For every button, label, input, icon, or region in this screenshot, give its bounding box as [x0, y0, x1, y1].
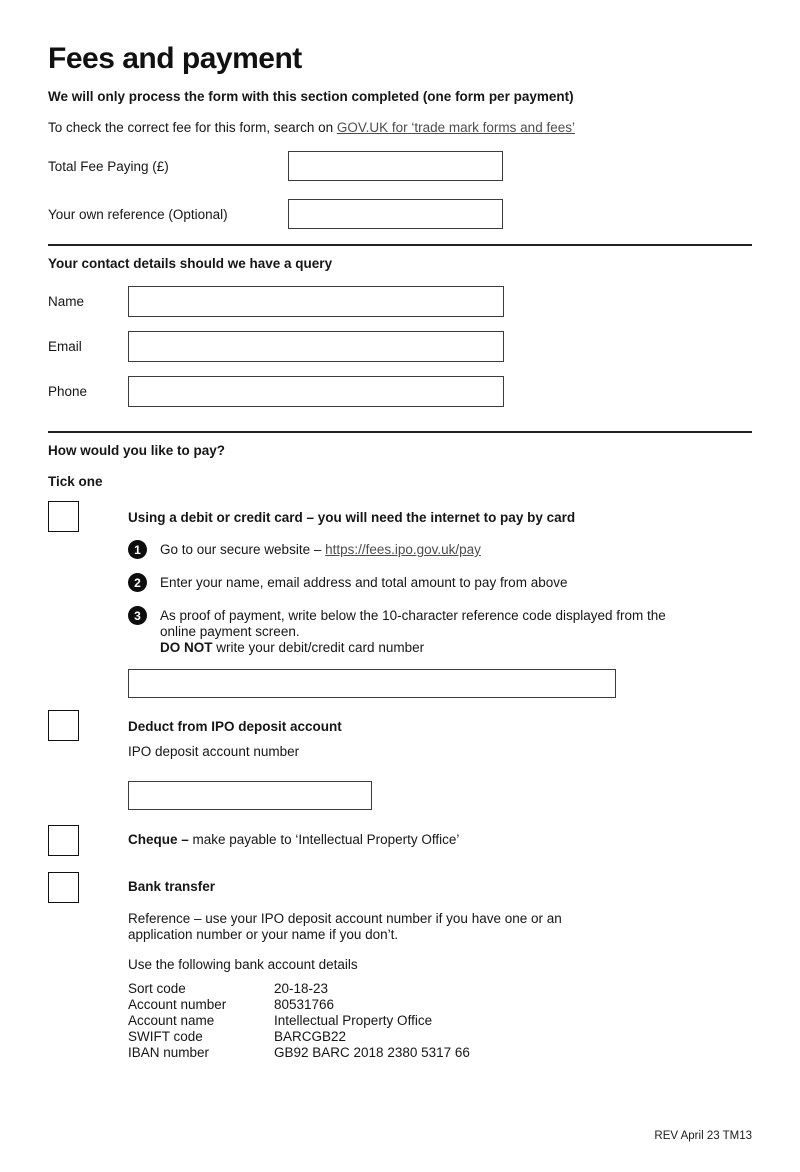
iban-number-value: GB92 BARC 2018 2380 5317 66: [274, 1044, 470, 1060]
deposit-account-input[interactable]: [128, 781, 372, 810]
step-2-text: Enter your name, email address and total amount to pay from above: [160, 575, 568, 590]
email-label: Email: [48, 339, 82, 354]
process-note: We will only process the form with this section completed (one form per payment): [48, 89, 574, 104]
fee-check-note: [48, 120, 752, 136]
bank-transfer-checkbox[interactable]: [48, 872, 79, 903]
own-reference-row: [48, 199, 752, 229]
name-label: Name: [48, 294, 85, 309]
contact-name-row: [48, 286, 752, 317]
divider: [48, 244, 752, 246]
bank-row-swift-code: SWIFT code BARCGB22: [128, 1028, 347, 1044]
bank-reference-note: Reference – use your IPO deposit account number if you have one or an application number or your name if you don’t.: [128, 910, 562, 942]
deposit-account-label: IPO deposit account number: [128, 743, 300, 759]
card-content: [128, 501, 684, 698]
pay-url-link[interactable]: https://fees.ipo.gov.uk/pay: [325, 542, 481, 557]
phone-label: Phone: [48, 384, 88, 399]
total-fee-label: Total Fee Paying (£): [48, 158, 169, 174]
deposit-content: [128, 710, 372, 810]
account-number-value: 80531766: [274, 996, 335, 1012]
bank-row-account-name: Account name Intellectual Property Office: [128, 1012, 433, 1028]
bank-transfer-content: [128, 872, 576, 1061]
deposit-checkbox[interactable]: [48, 710, 79, 741]
own-reference-input[interactable]: [288, 199, 503, 229]
card-step-2: [128, 572, 684, 592]
cheque-option-label: Cheque – make payable to ‘Intellectual Property Office’: [128, 831, 460, 847]
contact-email-row: [48, 331, 752, 362]
card-step-3: [128, 605, 684, 657]
cheque-content: [128, 832, 459, 848]
card-step-1: [128, 539, 684, 559]
swift-code-value: BARCGB22: [274, 1028, 347, 1044]
govuk-fees-link[interactable]: GOV.UK for ‘trade mark forms and fees’: [336, 120, 575, 135]
phone-input[interactable]: [128, 376, 504, 407]
bank-row-account-number: Account number 80531766: [128, 996, 335, 1012]
do-not-warning: DO NOT: [160, 640, 213, 656]
total-fee-row: [48, 151, 752, 181]
option-deposit: [48, 710, 752, 810]
tick-one-label: Tick one: [48, 474, 103, 489]
step-3-badge-icon: 3: [128, 606, 147, 625]
fees-and-payment-page: [0, 42, 800, 1172]
sort-code-value: 20-18-23: [274, 980, 329, 996]
card-option-title: Using a debit or credit card – you will need the internet to pay by card: [128, 510, 576, 525]
bank-row-iban-number: IBAN number GB92 BARC 2018 2380 5317 66: [128, 1044, 470, 1060]
total-fee-input[interactable]: [288, 151, 503, 181]
deposit-option-title: Deduct from IPO deposit account: [128, 718, 342, 734]
contact-phone-row: [48, 376, 752, 407]
payment-reference-input[interactable]: [128, 669, 616, 698]
page-title: Fees and payment: [48, 42, 302, 75]
option-card: [48, 501, 752, 698]
form-revision-label: REV April 23 TM13: [654, 1130, 752, 1142]
fee-check-text: To check the correct fee for this form, search on: [48, 120, 337, 135]
step-1-text: Go to our secure website – https://fees.ipo.gov.uk/pay: [160, 542, 481, 557]
payment-heading: How would you like to pay?: [48, 443, 226, 458]
contact-heading: Your contact details should we have a query: [48, 256, 333, 271]
option-cheque: [48, 825, 752, 856]
option-bank-transfer: [48, 872, 752, 1061]
bank-details-table: [128, 981, 576, 1061]
own-reference-label: Your own reference (Optional): [48, 206, 228, 222]
bank-row-sort-code: Sort code 20-18-23: [128, 980, 329, 996]
name-input[interactable]: [128, 286, 504, 317]
account-name-value: Intellectual Property Office: [274, 1012, 433, 1028]
step-2-badge-icon: 2: [128, 573, 147, 592]
bank-details-intro: Use the following bank account details: [128, 956, 358, 972]
cheque-checkbox[interactable]: [48, 825, 79, 856]
step-3-text: As proof of payment, write below the 10-character reference code displayed from the online payment screen. DO NOT write your debit/credit card number: [160, 608, 666, 656]
bank-transfer-title: Bank transfer: [128, 878, 216, 894]
card-checkbox[interactable]: [48, 501, 79, 532]
divider: [48, 431, 752, 433]
step-1-badge-icon: 1: [128, 540, 147, 559]
email-input[interactable]: [128, 331, 504, 362]
